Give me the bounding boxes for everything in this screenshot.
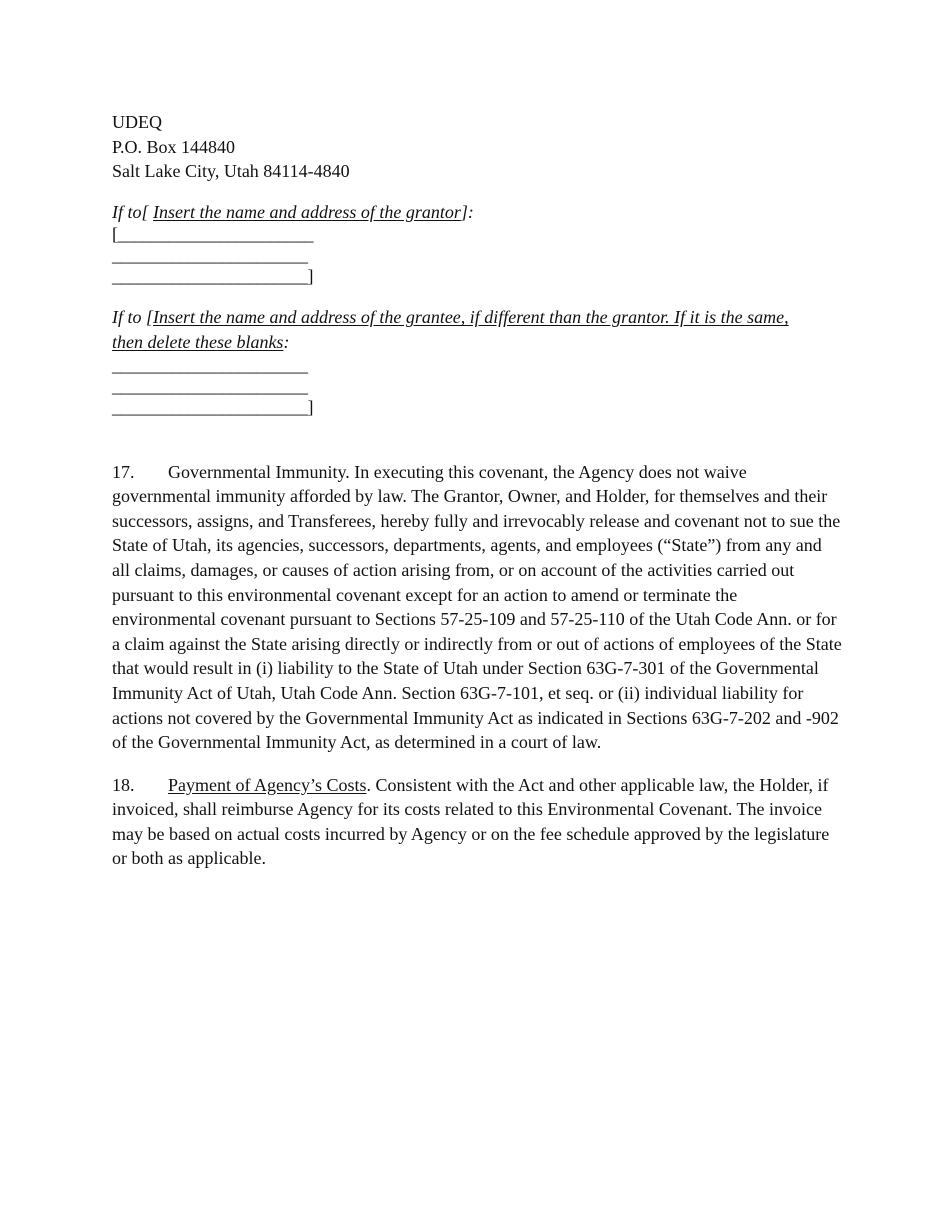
section-17-governmental-immunity [112,460,842,755]
section-heading: Governmental Immunity. [168,461,350,482]
grantor-instruction-text: Insert the name and address of the grantor [153,201,461,222]
document-page [112,110,842,871]
section-body: In executing this covenant, the Agency does not waive governmental immunity afforded by law. The Grantor, Owner, and Holder, for themselves and their successors, assigns, and Transferees, hereby fully and irrevocably release and covenant not to sue the State of Utah, its agencies, successors, departments, agents, and employees (“State”) from any and all claims, damages, or causes of action arising from, or on account of the activities carried out pursuant to this environmental covenant except for an action to amend or terminate the environmental covenant pursuant to Sections 57-25-109 and 57-25-110 of the Utah Code Ann. or for a claim against the State arising directly or indirectly from or out of actions of employees of the State that would result in (i) liability to the State of Utah under Section 63G-7-301 of the Governmental Immunity Act of Utah, Utah Code Ann. Section 63G-7-101, et seq. or (ii) individual liability for actions not covered by the Governmental Immunity Act as indicated in Sections 63G-7-202 and -902 of the Governmental Immunity Act, as determined in a court of law. [112,461,842,753]
grantee-instruction-text: Insert the name and address of the grantee, if different than the grantor. If it is the same, [153,307,789,328]
address-city: Salt Lake City, Utah 84114-4840 [112,161,350,182]
grantee-blank-line: _______________________ [112,375,308,396]
grantor-instruction: If to[ Insert the name and address of the grantor]: [112,201,474,222]
section-body: . Consistent with the Act and other applicable law, the Holder, if invoiced, shall reimburse Agency for its costs related to this Environmental Covenant. The invoice may be based on actual costs incurred by Agency or on the fee schedule approved by the legislature or both as applicable. [112,774,830,869]
grantee-blank-line: _______________________] [112,396,313,417]
section-number: 18. [112,774,135,795]
section-number: 17. [112,461,135,482]
section-18-payment-of-costs [112,773,842,871]
grantor-blank-line: _______________________ [112,245,308,266]
agency-address [112,110,842,184]
grantor-blank-line: [_______________________ [112,224,313,245]
grantee-notice-block [112,305,842,417]
grantee-instruction-line-2: then delete these blanks: [112,331,290,352]
address-po-box: P.O. Box 144840 [112,136,236,157]
grantee-instruction-line-1: If to [Insert the name and address of the grantee, if different than the grantor. If it is the same, [112,307,789,328]
address-org: UDEQ [112,112,162,132]
section-heading: Payment of Agency’s Costs [168,774,367,795]
grantor-notice-block [112,200,842,288]
grantor-blank-line: _______________________] [112,266,313,287]
grantee-blank-line: _______________________ [112,354,308,375]
grantee-instruction-text: then delete these blanks [112,331,284,352]
